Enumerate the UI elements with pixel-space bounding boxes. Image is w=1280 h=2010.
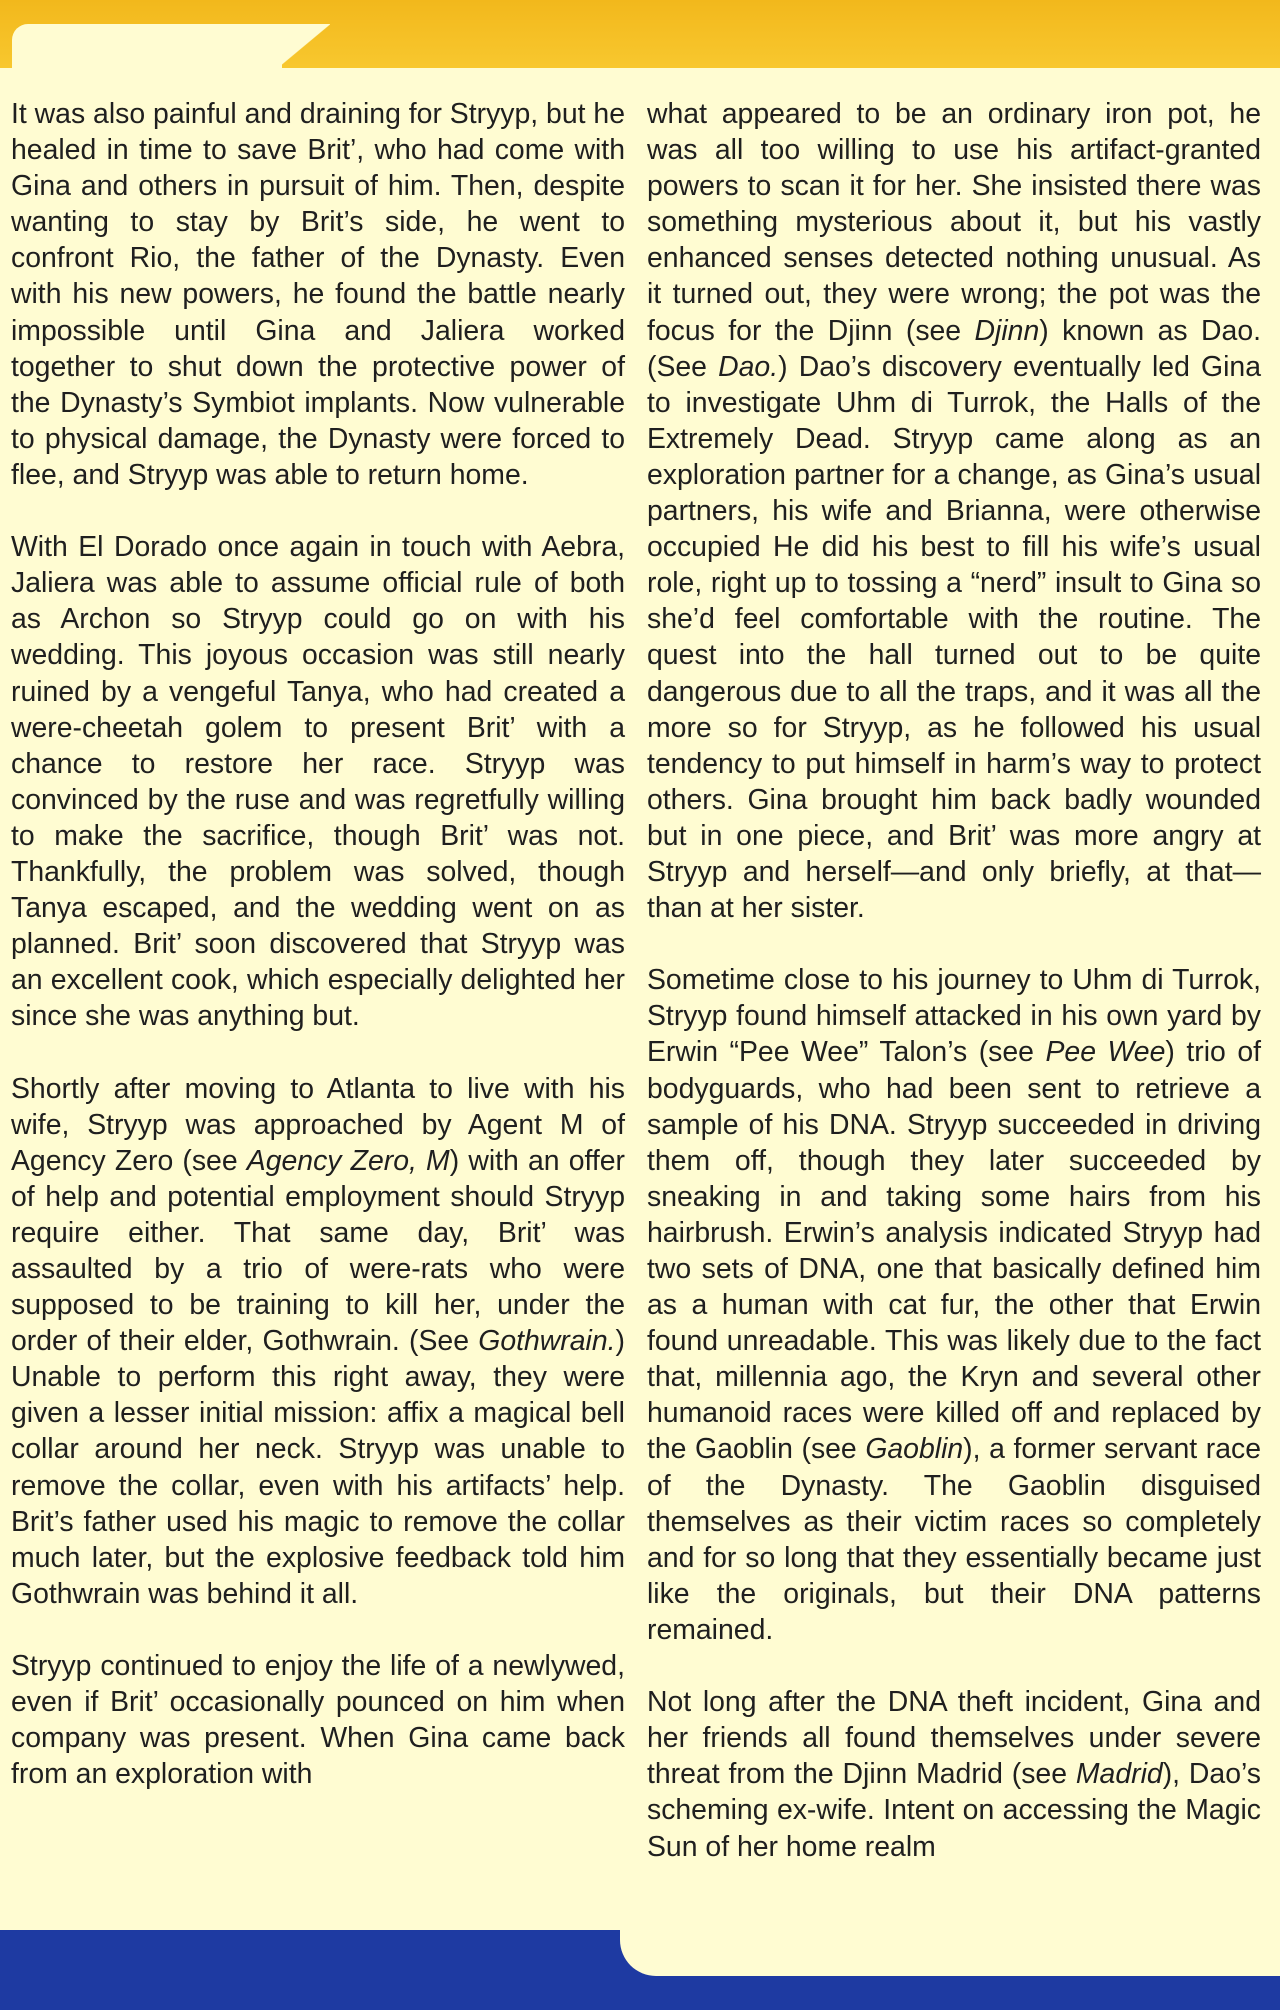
cross-reference: Agency Zero, M	[246, 1144, 450, 1177]
right-paragraph-2: Sometime close to his journey to Uhm di Turrok, Stryyp found himself attacked in his own yard by Erwin “Pee Wee” Talon’s (see Pee Wee) trio of bodyguards, who had been sent to retrieve a sample of his DNA. Stryyp succeeded in driving them off, though they later succeeded by sneaking in and taking some hairs from his hairbrush. Erwin’s analysis indicated Stryyp had two sets of DNA, one that basically defined him as a human with cat fur, the other that Erwin found unreadable. This was likely due to the fact that, millennia ago, the Kryn and several other humanoid races were killed off and replaced by the Gaoblin (see Gaoblin), a former servant race of the Dynasty. The Gaoblin disguised themselves as their victim races so completely and for so long that they essentially became just like the originals, but their DNA patterns remained.	[647, 964, 1261, 1646]
right-paragraph-3: Not long after the DNA theft incident, Gina and her friends all found themselves under severe threat from the Djinn Madrid (see Madrid), Dao’s scheming ex-wife. Intent on accessing the Magic Sun of her home realm	[647, 1686, 1261, 1863]
left-paragraph-1: It was also painful and draining for Stryyp, but he healed in time to save Brit’, who had come with Gina and others in pursuit of him. Then, despite wanting to stay by Brit’s side, he went to confront Rio, the father of the Dynasty. Even with his new powers, he found the battle nearly impossible until Gina and Jaliera worked together to shut down the protective power of the Dynasty’s Symbiot implants. Now vulnerable to physical damage, the Dynasty were forced to flee, and Stryyp was able to return home.	[11, 98, 625, 491]
left-paragraph-3: Shortly after moving to Atlanta to live with his wife, Stryyp was approached by Agent M of Agency Zero (see Agency Zero, M) with an offer of help and potential employment should Stryyp require either. That same day, Brit’ was assaulted by a trio of were-rats who were supposed to be training to kill her, under the order of their elder, Gothwrain. (See Gothwrain.) Unable to perform this right away, they were given a lesser initial mission: affix a magical bell collar around her neck. Stryyp was unable to remove the collar, even with his artifacts’ help. Brit’s father used his magic to remove the collar much later, but the explosive feedback told him Gothwrain was behind it all.	[11, 1072, 626, 1610]
bottom-page-curve	[620, 1930, 1280, 1976]
right-paragraph-1: what appeared to be an ordinary iron pot, he was all too willing to use his artifact-granted powers to scan it for her. She insisted there was something mysterious about it, but his vastly enhanced senses detected nothing unusual. As it turned out, they were wrong; the pot was the focus for the Djinn (see Djinn) known as Dao. (See Dao.) Dao’s discovery eventually led Gina to investigate Uhm di Turrok, the Halls of the Extremely Dead. Stryyp came along as an exploration partner for a change, as Gina’s usual partners, his wife and Brianna, were otherwise occupied He did his best to fill his wife’s usual role, right up to tossing a “nerd” insult to Gina so she’d feel comfortable with the routine. The quest into the hall turned out to be quite dangerous due to all the traps, and it was all the more so for Stryyp, as he followed his usual tendency to put himself in harm’s way to protect others. Gina brought him back badly wounded but in one piece, and Brit’ was more angry at Stryyp and herself—and only briefly, at that—than at her sister.	[647, 98, 1261, 925]
cross-reference: Madrid	[1075, 1758, 1163, 1791]
cross-reference: Dao.	[718, 350, 779, 383]
right-column	[647, 96, 1261, 1865]
left-paragraph-2: With El Dorado once again in touch with Aebra, Jaliera was able to assume official rule of both as Archon so Stryyp could go on with his wedding. This joyous occasion was still nearly ruined by a vengeful Tanya, who had created a were-cheetah golem to present Brit’ with a chance to restore her race. Stryyp was convinced by the ruse and was regretfully willing to make the sacrifice, though Brit’ was not. Thankfully, the problem was solved, though Tanya escaped, and the wedding went on as planned. Brit’ soon discovered that Stryyp was an excellent cook, which especially delighted her since she was anything but.	[11, 531, 625, 1033]
cross-reference: Djinn	[974, 314, 1040, 347]
page-tab-slope	[270, 24, 330, 74]
cross-reference: Gaoblin	[865, 1433, 964, 1466]
cross-reference: Gothwrain.	[478, 1325, 616, 1358]
left-paragraph-4: Stryyp continued to enjoy the life of a newlywed, even if Brit’ occasionally pounced on him when company was present. When Gina came back from an exploration with	[11, 1650, 625, 1791]
left-column	[11, 96, 625, 1792]
cross-reference: Pee Wee	[1045, 1036, 1166, 1069]
